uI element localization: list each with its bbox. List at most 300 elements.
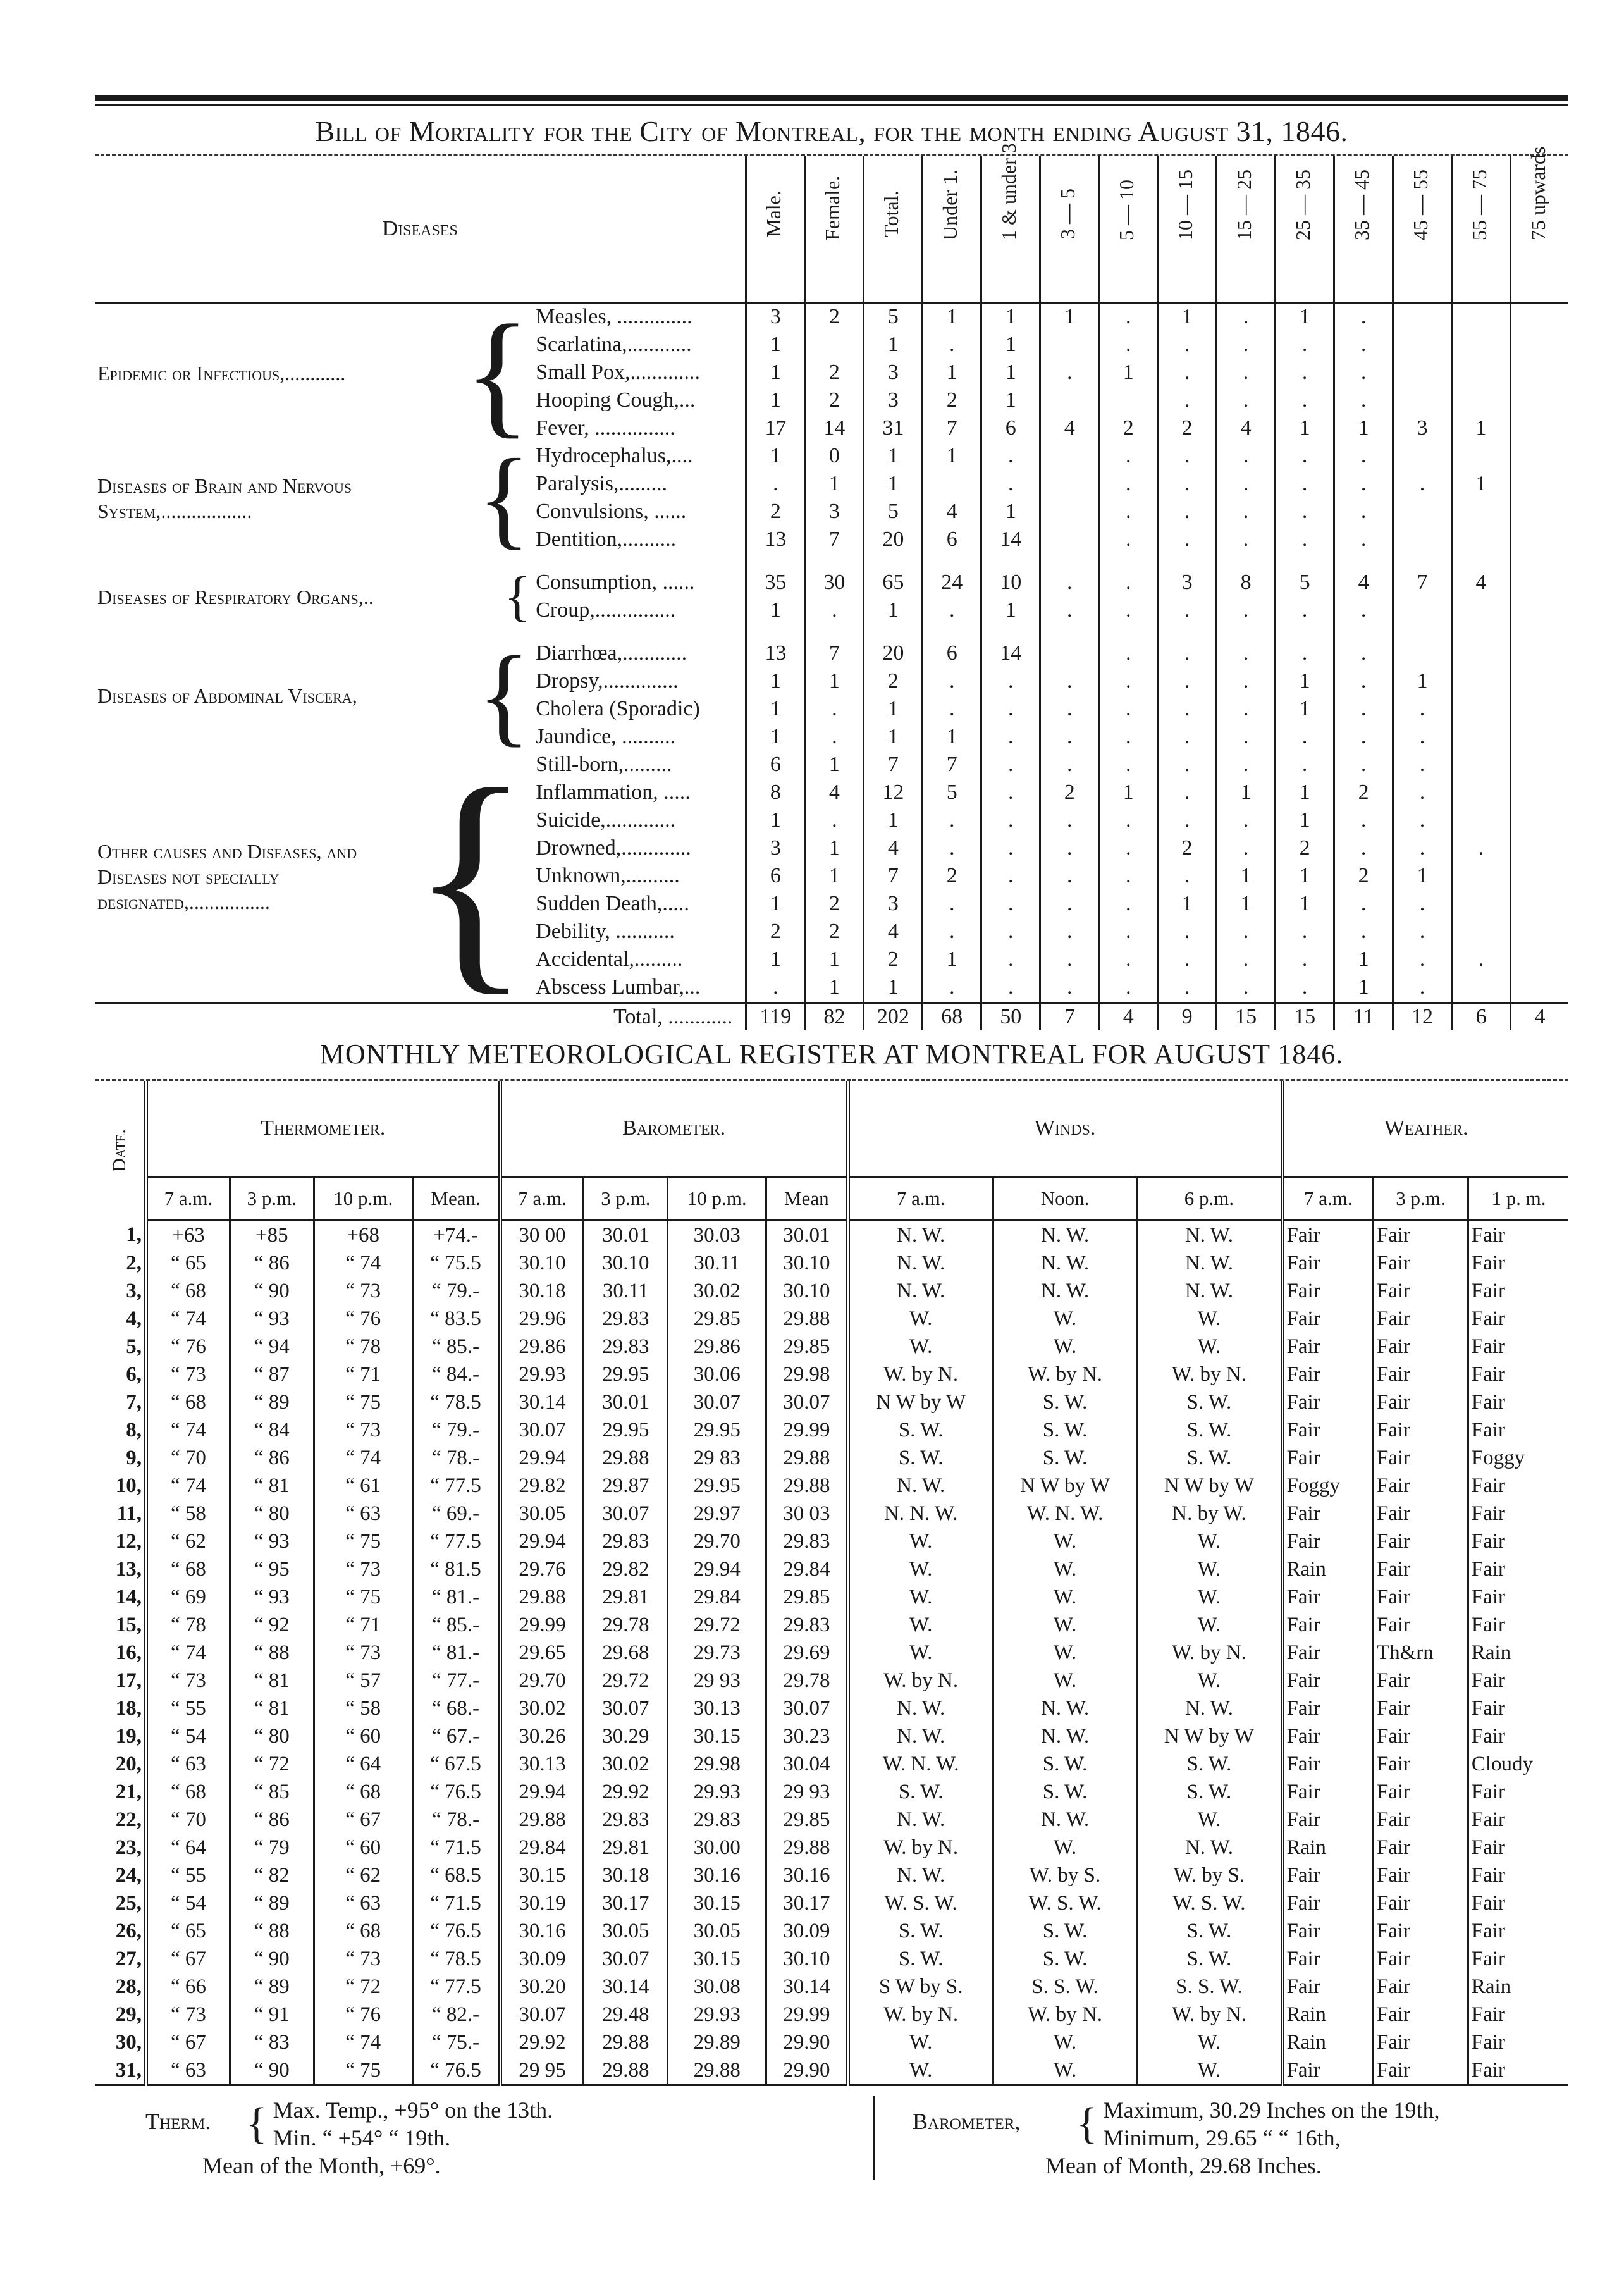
cell-value: “ 54 [146, 1889, 230, 1917]
cell-value: 1 [1334, 974, 1393, 1003]
cell-value: 30 00 [500, 1221, 584, 1250]
cell-value: 14 [981, 640, 1040, 668]
total-value: 119 [746, 1003, 805, 1031]
cell-value: 1 [746, 387, 805, 415]
cell-value: . [981, 807, 1040, 835]
cell-value: . [1334, 597, 1393, 625]
cell-value [1511, 597, 1569, 625]
cell-value: 30.23 [766, 1722, 848, 1750]
cell-value: Fair [1373, 1305, 1468, 1333]
brace: { [477, 634, 531, 757]
cell-value: 3 [864, 359, 923, 387]
cell-value: Fair [1283, 1973, 1374, 2001]
table-row [95, 569, 1568, 597]
cell-value [1511, 498, 1569, 526]
cell-value: “ 54 [146, 1722, 230, 1750]
cell-value: “ 67.- [412, 1722, 500, 1750]
cell-value: 29.93 [668, 2001, 766, 2028]
disease-name: Suicide,............. [536, 808, 676, 832]
cell-value: “ 76 [314, 1305, 412, 1333]
cell-value: 3 [805, 498, 864, 526]
cell-value [1452, 751, 1511, 779]
cell-value: . [1276, 387, 1334, 415]
cell-value: “ 95 [230, 1555, 314, 1583]
cell-value: . [1217, 331, 1276, 359]
cell-value: Fair [1373, 1917, 1468, 1945]
column-header-label: 15 — 25 [1233, 170, 1256, 240]
cell-value: “ 73 [314, 1639, 412, 1667]
cell-value: “ 75 [314, 1528, 412, 1555]
meteorology-summary [95, 2096, 1568, 2180]
cell-value: 7 [805, 640, 864, 668]
total-value: 7 [1040, 1003, 1099, 1031]
cell-value: W. by S. [1137, 1861, 1283, 1889]
cell-value: 2 [1099, 415, 1158, 443]
cell-value [1040, 443, 1099, 471]
cell-value: “ 90 [230, 1277, 314, 1305]
cell-value: 1 [1099, 359, 1158, 387]
winds-subheader: 7 a.m. [848, 1177, 993, 1221]
date-cell: 18, [115, 1697, 142, 1720]
cell-value: 4 [1217, 415, 1276, 443]
cell-value [1452, 498, 1511, 526]
date-cell: 20, [115, 1753, 142, 1775]
cell-value: . [1393, 724, 1452, 751]
cell-value: . [923, 918, 981, 946]
cell-value: 30.13 [668, 1694, 766, 1722]
cell-value: “ 78.- [412, 1806, 500, 1834]
cell-value: . [1334, 891, 1393, 918]
cell-value: “ 74 [146, 1305, 230, 1333]
cell-value [1511, 526, 1569, 554]
disease-name: Scarlatina,............ [536, 333, 692, 357]
disease-name: Accidental,......... [536, 947, 683, 971]
cell-value: 30.14 [584, 1973, 668, 2001]
cell-value: N. W. [993, 1221, 1137, 1250]
cell-value: Foggy [1468, 1444, 1568, 1472]
disease-name: Convulsions, ...... [536, 500, 687, 523]
cell-value: 29.78 [766, 1667, 848, 1694]
baro-label: Barometer, [913, 2109, 1021, 2135]
cell-value: “ 79 [230, 1834, 314, 1861]
cell-value: 29.88 [584, 1444, 668, 1472]
date-cell: 3, [126, 1280, 142, 1302]
cell-value: 30.10 [766, 1277, 848, 1305]
disease-name: Measles, .............. [536, 305, 692, 328]
cell-value: 7 [1393, 569, 1452, 597]
disease-name: Abscess Lumbar,... [536, 975, 701, 999]
cell-value: N. W. [993, 1277, 1137, 1305]
cell-value: Fair [1468, 1611, 1568, 1639]
cell-value: N. by W. [1137, 1500, 1283, 1528]
cell-value: W. by S. [993, 1861, 1137, 1889]
cell-value: S. W. [848, 1778, 993, 1806]
cell-value: 8 [1217, 569, 1276, 597]
cell-value [1393, 498, 1452, 526]
cell-value: . [923, 807, 981, 835]
column-header [1040, 156, 1099, 303]
cell-value: “ 65 [146, 1917, 230, 1945]
cell-value: . [1099, 696, 1158, 724]
cell-value: 6 [746, 863, 805, 891]
cell-value: 30.07 [584, 1945, 668, 1973]
cell-value: Fair [1373, 1333, 1468, 1361]
cell-value: . [1217, 443, 1276, 471]
cell-value: “ 79.- [412, 1277, 500, 1305]
cell-value: N. W. [848, 1472, 993, 1500]
cell-value [1393, 640, 1452, 668]
cell-value: W. [848, 1555, 993, 1583]
cell-value: 2 [746, 498, 805, 526]
cell-value: 7 [805, 526, 864, 554]
cell-value: . [1158, 668, 1217, 696]
cell-value: 29.95 [584, 1416, 668, 1444]
cell-value: W. [1137, 1611, 1283, 1639]
cell-value: . [981, 974, 1040, 1003]
cell-value: “ 93 [230, 1528, 314, 1555]
cell-value: . [1158, 724, 1217, 751]
cell-value: “ 55 [146, 1861, 230, 1889]
cell-value: “ 62 [146, 1528, 230, 1555]
column-header-label: 5 — 10 [1115, 180, 1138, 240]
cell-value: 30.01 [584, 1221, 668, 1250]
cell-value: Fair [1468, 1834, 1568, 1861]
cell-value: N. W. [848, 1722, 993, 1750]
mortality-table [95, 143, 1568, 1030]
cell-value: W. S. W. [993, 1889, 1137, 1917]
cell-value: 29.69 [766, 1639, 848, 1667]
cell-value: 30.07 [584, 1694, 668, 1722]
cell-value: . [1099, 863, 1158, 891]
cell-value: N. W. [1137, 1694, 1283, 1722]
cell-value: 1 [1276, 668, 1334, 696]
cell-value: 29.48 [584, 2001, 668, 2028]
table-row [95, 1639, 1568, 1667]
cell-value: 1 [981, 359, 1040, 387]
cell-value: . [1334, 331, 1393, 359]
cell-value: 30.03 [668, 1221, 766, 1250]
cell-value: Fair [1373, 1583, 1468, 1611]
cell-value: Fair [1373, 2001, 1468, 2028]
cell-value: 1 [864, 443, 923, 471]
cell-value: 4 [1040, 415, 1099, 443]
cell-value: “ 77.- [412, 1667, 500, 1694]
brace: { [477, 436, 531, 560]
cell-value: . [1099, 471, 1158, 498]
cell-value: 29.83 [668, 1806, 766, 1834]
cell-value: . [1217, 724, 1276, 751]
cell-value: 7 [923, 415, 981, 443]
cell-value: Fair [1468, 1889, 1568, 1917]
cell-value: S. W. [993, 1945, 1137, 1973]
cell-value: Fair [1373, 1555, 1468, 1583]
disease-name: Dropsy,.............. [536, 669, 679, 693]
cell-value: “ 68.- [412, 1694, 500, 1722]
cell-value: N. W. [993, 1722, 1137, 1750]
cell-value: 6 [923, 526, 981, 554]
cell-value: 65 [864, 569, 923, 597]
cell-value: “ 66 [146, 1973, 230, 2001]
cell-value: W. [993, 1639, 1137, 1667]
cell-value: N. W. [848, 1694, 993, 1722]
cell-value: . [1158, 526, 1217, 554]
date-cell: 16, [115, 1641, 142, 1664]
cell-value: “ 63 [314, 1500, 412, 1528]
cell-value: 29.81 [584, 1583, 668, 1611]
cell-value [1452, 640, 1511, 668]
cell-value: Fair [1373, 2028, 1468, 2056]
table-row [95, 1305, 1568, 1333]
cell-value: “ 78.5 [412, 1945, 500, 1973]
date-cell: 29, [115, 2003, 142, 2026]
cell-value: 30.14 [766, 1973, 848, 2001]
cell-value: “ 76.5 [412, 1917, 500, 1945]
table-row [95, 1500, 1568, 1528]
cell-value: 29.88 [766, 1472, 848, 1500]
cell-value: . [981, 471, 1040, 498]
column-header [746, 156, 805, 303]
table-row [95, 1722, 1568, 1750]
cell-value: “ 86 [230, 1444, 314, 1472]
cell-value: Fair [1468, 1361, 1568, 1388]
disease-name: Consumption, ...... [536, 571, 695, 594]
cell-value: Fair [1283, 1861, 1374, 1889]
cell-value: 29.72 [668, 1611, 766, 1639]
cell-value: “ 89 [230, 1889, 314, 1917]
cell-value: “ 65 [146, 1249, 230, 1277]
top-rule-thin [95, 104, 1568, 106]
cell-value: “ 89 [230, 1388, 314, 1416]
cell-value: 1 [1276, 807, 1334, 835]
cell-value: “ 69 [146, 1583, 230, 1611]
cell-value: 29.88 [766, 1444, 848, 1472]
cell-value: “ 85 [230, 1778, 314, 1806]
cell-value: 1 [864, 974, 923, 1003]
cell-value: Rain [1468, 1973, 1568, 2001]
cell-value: 4 [864, 835, 923, 863]
cell-value: “ 82.- [412, 2001, 500, 2028]
cell-value: Fair [1283, 1806, 1374, 1834]
cell-value: . [1276, 918, 1334, 946]
total-value: 50 [981, 1003, 1040, 1031]
date-cell: 22, [115, 1808, 142, 1831]
total-value: 202 [864, 1003, 923, 1031]
cell-value: 29 83 [668, 1444, 766, 1472]
cell-value [805, 331, 864, 359]
disease-name: Dentition,.......... [536, 528, 677, 551]
therm-values [273, 2096, 553, 2152]
cell-value: “ 75 [314, 2056, 412, 2085]
cell-value: W. [848, 2056, 993, 2085]
weather-subheader: 3 p.m. [1373, 1177, 1468, 1221]
brace: { [1076, 2099, 1098, 2148]
weather-header: Weather. [1283, 1081, 1568, 1177]
cell-value: 17 [746, 415, 805, 443]
cell-value [1393, 359, 1452, 387]
cell-value: . [1217, 471, 1276, 498]
cell-value: 29.83 [584, 1333, 668, 1361]
cell-value: Fair [1373, 1694, 1468, 1722]
cell-value: Fair [1373, 1472, 1468, 1500]
table-row [95, 1361, 1568, 1388]
cell-value: . [1040, 569, 1099, 597]
column-header [923, 156, 981, 303]
therm-max: Max. Temp., +95° on the 13th. [273, 2097, 553, 2123]
cell-value: “ 67 [146, 1945, 230, 1973]
cell-value: . [1099, 807, 1158, 835]
thermometer-header: Thermometer. [146, 1081, 500, 1177]
cell-value: 29.95 [584, 1361, 668, 1388]
column-header-label: 75 upwards [1527, 146, 1549, 240]
cell-value: 29 93 [766, 1778, 848, 1806]
cell-value: “ 68 [146, 1277, 230, 1305]
table-row [95, 1333, 1568, 1361]
cell-value: 29.81 [584, 1834, 668, 1861]
cell-value: “ 76 [146, 1333, 230, 1361]
disease-name: Cholera (Sporadic) [536, 697, 700, 720]
cell-value: 30.04 [766, 1750, 848, 1778]
cell-value: 1 [746, 668, 805, 696]
cell-value: Fair [1283, 1388, 1374, 1416]
cell-value: “ 71.5 [412, 1889, 500, 1917]
cell-value: W. [993, 2056, 1137, 2085]
cell-value: 1 [981, 498, 1040, 526]
table-row [95, 1221, 1568, 1250]
cell-value: “ 86 [230, 1806, 314, 1834]
cell-value: W. [1137, 2028, 1283, 2056]
cell-value: Fair [1283, 1889, 1374, 1917]
cell-value: “ 68 [314, 1778, 412, 1806]
cell-value: Fair [1468, 1472, 1568, 1500]
cell-value: “ 71.5 [412, 1834, 500, 1861]
cell-value: . [1040, 974, 1099, 1003]
cell-value: . [981, 918, 1040, 946]
cell-value: 30.16 [500, 1917, 584, 1945]
cell-value: Fair [1373, 1388, 1468, 1416]
cell-value: “ 68 [146, 1388, 230, 1416]
cell-value: 30.08 [668, 1973, 766, 2001]
total-value: 6 [1452, 1003, 1511, 1031]
cell-value: 29.85 [766, 1806, 848, 1834]
cell-value: “ 82 [230, 1861, 314, 1889]
cell-value: 29.70 [668, 1528, 766, 1555]
cell-value: . [1393, 779, 1452, 807]
cell-value: W. S. W. [848, 1889, 993, 1917]
cell-value: Fair [1373, 1861, 1468, 1889]
cell-value: “ 67.5 [412, 1750, 500, 1778]
cell-value: 2 [746, 918, 805, 946]
total-value: 9 [1158, 1003, 1217, 1031]
cell-value [1040, 498, 1099, 526]
column-header-label: Female. [821, 175, 844, 240]
cell-value: 29.65 [500, 1639, 584, 1667]
cell-value: . [1099, 918, 1158, 946]
cell-value: N. W. [1137, 1277, 1283, 1305]
cell-value: . [1158, 640, 1217, 668]
table-row [95, 1778, 1568, 1806]
cell-value: “ 73 [314, 1945, 412, 1973]
cell-value: 29.83 [766, 1611, 848, 1639]
cell-value: N. W. [848, 1221, 993, 1250]
disease-name: Croup,............... [536, 598, 676, 622]
cell-value: 30.11 [668, 1249, 766, 1277]
cell-value: “ 61 [314, 1472, 412, 1500]
cell-value: 1 [864, 807, 923, 835]
column-header [981, 143, 1040, 303]
cell-value: 30.17 [584, 1889, 668, 1917]
table-row [95, 1555, 1568, 1583]
cell-value: . [981, 835, 1040, 863]
cell-value: . [1158, 498, 1217, 526]
cell-value: 29 93 [668, 1667, 766, 1694]
cell-value: 29.88 [584, 2028, 668, 2056]
cell-value: 1 [805, 835, 864, 863]
cell-value: W. [848, 2028, 993, 2056]
cell-value: “ 85.- [412, 1333, 500, 1361]
winds-header: Winds. [848, 1081, 1283, 1177]
cell-value: “ 74 [146, 1472, 230, 1500]
cell-value: N W by W [993, 1472, 1137, 1500]
cell-value: 29.84 [668, 1583, 766, 1611]
cell-value: 1 [1276, 415, 1334, 443]
cell-value: Fair [1373, 1722, 1468, 1750]
therm-mean: Mean of the Month, +69°. [202, 2153, 441, 2178]
cell-value: . [1334, 526, 1393, 554]
cell-value: “ 74 [314, 2028, 412, 2056]
cell-value: . [1217, 526, 1276, 554]
date-cell: 5, [126, 1335, 142, 1358]
column-header [864, 156, 923, 303]
cell-value: “ 75.5 [412, 1249, 500, 1277]
table-row [95, 751, 1568, 779]
cell-value: 29.92 [500, 2028, 584, 2056]
cell-value: Fair [1468, 2028, 1568, 2056]
cell-value: 30.18 [500, 1277, 584, 1305]
column-header-label: 1 & under 3 [997, 143, 1021, 240]
cell-value: 1 [1276, 863, 1334, 891]
diseases-header: Diseases [382, 217, 458, 240]
cell-value: 29.84 [500, 1834, 584, 1861]
cell-value: 29.82 [500, 1472, 584, 1500]
cell-value: . [1099, 891, 1158, 918]
cell-value: N. W. [848, 1249, 993, 1277]
table-row [95, 1750, 1568, 1778]
cell-value: Rain [1283, 1834, 1374, 1861]
cell-value: 2 [864, 946, 923, 974]
cell-value [1452, 443, 1511, 471]
cell-value: “ 77.5 [412, 1973, 500, 2001]
cell-value: . [1276, 331, 1334, 359]
cell-value: “ 68 [146, 1778, 230, 1806]
date-cell: 1, [126, 1223, 142, 1247]
column-header [1511, 146, 1569, 303]
cell-value: 30.10 [766, 1249, 848, 1277]
spacer-row [95, 625, 1568, 640]
cell-value: “ 69.- [412, 1500, 500, 1528]
cell-value: 1 [746, 597, 805, 625]
cell-value: W. by N. [993, 1361, 1137, 1388]
meteorology-table [95, 1081, 1568, 2086]
cell-value: . [1452, 946, 1511, 974]
cell-value: “ 84.- [412, 1361, 500, 1388]
brace: { [410, 738, 531, 1015]
table-row [95, 1694, 1568, 1722]
cell-value: . [805, 724, 864, 751]
cell-value: 29.94 [668, 1555, 766, 1583]
date-cell: 31, [95, 2056, 146, 2085]
cell-value: “ 81.- [412, 1639, 500, 1667]
cell-value: Fair [1468, 1555, 1568, 1583]
